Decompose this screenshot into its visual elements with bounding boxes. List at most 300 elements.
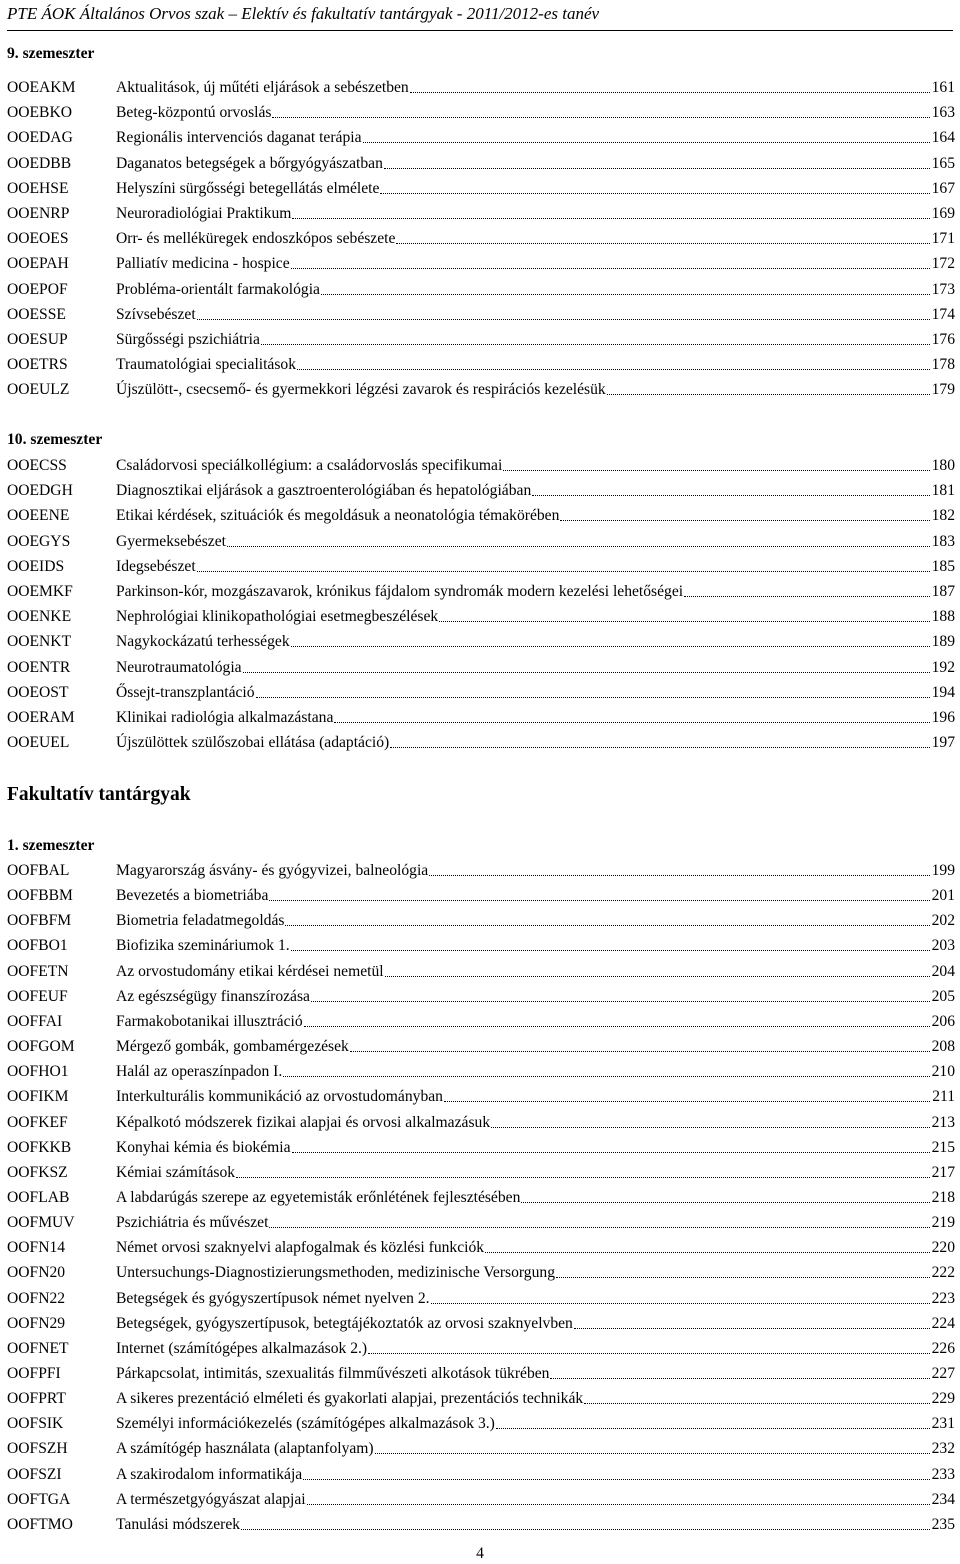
dot-leader [296,352,932,377]
toc-entry[interactable] [7,1386,955,1411]
course-title: Személyi információkezelés (számítógépes alkalmazások 3.) [116,1415,495,1433]
entry-line [116,1386,955,1411]
course-title: Probléma-orientált farmakológia [116,280,320,298]
course-title: Helyszíni sürgősségi betegellátás elmélete [116,179,380,197]
course-title: Szívsebészet [116,305,196,323]
course-title: Betegségek és gyógyszertípusok német nyelven 2. [116,1289,430,1307]
dot-leader [490,1110,931,1135]
toc-entry[interactable] [7,858,955,883]
dot-leader [333,705,931,730]
entry-line [116,629,955,654]
course-title: Magyarország ásvány- és gyógyvizei, balneológia [116,862,429,879]
toc-entry[interactable] [7,1286,955,1311]
course-code: OOFTMO [7,1515,73,1533]
entry-line [116,503,955,528]
dot-leader [226,529,932,554]
dot-leader [395,226,931,251]
course-title: A labdarúgás szerepe az egyetemisták erőnlétének fejlesztésében [116,1188,521,1206]
page-ref: 226 [931,1339,955,1357]
entry-line [116,1210,955,1235]
toc-entry[interactable] [7,302,955,327]
page-ref: 235 [931,1515,955,1533]
course-title: Biometria feladatmegoldás [116,912,285,930]
course-title: Párkapcsolat, intimitás, szexualitás filmművészeti alkotások tükrében [116,1365,550,1382]
page-ref: 183 [931,532,955,550]
toc-entry[interactable] [7,730,955,755]
page-ref: 219 [931,1214,955,1232]
dot-leader [549,1361,931,1386]
page-ref: 178 [931,356,955,374]
toc-entry[interactable] [7,1311,955,1336]
toc-entry[interactable] [7,984,955,1009]
page-ref: 211 [932,1088,955,1106]
entry-line [116,1185,955,1210]
course-code: OOFSIK [7,1415,64,1433]
course-code: OOERAM [7,709,75,726]
course-code: OOFETN [7,962,69,980]
page-ref: 185 [931,557,955,575]
dot-leader [383,151,932,176]
course-title: Neurotraumatológia [116,658,242,676]
page-ref: 197 [931,734,955,752]
entry-line [116,908,955,933]
dot-leader [235,1160,932,1185]
course-title: Orr- és melléküregek endoszkópos sebészete [116,230,396,248]
entry-line [116,377,955,402]
toc-entry[interactable] [7,1260,955,1285]
entry-line [116,1260,955,1285]
toc-entry[interactable] [7,705,955,730]
course-title: Internet (számítógépes alkalmazások 2.) [116,1339,368,1357]
entry-line [116,1084,955,1109]
page-ref: 206 [931,1012,955,1030]
page-ref: 231 [931,1415,955,1433]
course-code: OOFPFI [7,1365,61,1382]
page-ref: 172 [931,255,955,273]
page-ref: 227 [931,1365,955,1382]
page-ref: 204 [931,962,955,980]
toc-entry[interactable] [7,1336,955,1361]
dot-leader [520,1185,931,1210]
course-code: OOEDBB [7,154,72,172]
course-title: Családorvosi speciálkollégium: a családorvoslás specifikumai [116,457,503,474]
course-title: Az egészségügy finanszírozása [116,987,310,1005]
course-code: OOFTGA [7,1490,71,1508]
course-title: Neuroradiológiai Praktikum [116,205,292,222]
page-ref: 171 [931,230,955,248]
course-title: Parkinson-kór, mozgászavarok, krónikus fájdalom syndromák modern kezelési lehetőségei [116,583,684,600]
toc-entry[interactable] [7,1084,955,1109]
course-title: Idegsebészet [116,557,196,575]
course-code: OOFIKM [7,1088,69,1106]
entry-line [116,478,955,503]
course-code: OOFMUV [7,1214,75,1232]
entry-line [116,327,955,352]
course-title: Német orvosi szaknyelvi alapfogalmak és közlési funkciók [116,1239,485,1257]
course-code: OOEMKF [7,583,73,600]
dot-leader [573,1311,932,1336]
course-code: OOEOES [7,230,69,248]
entry-line [116,933,955,958]
page-ref: 213 [931,1113,955,1131]
course-title: Képalkotó módszerek fizikai alapjai és orvosi alkalmazásuk [116,1113,491,1131]
dot-leader [559,503,931,528]
toc-entry[interactable] [7,151,955,176]
dot-leader [303,1009,932,1034]
course-title: Interkulturális kommunikáció az orvostudományban [116,1088,443,1106]
course-code: OOENTR [7,658,71,676]
course-code: OOFBO1 [7,937,68,955]
course-code: OOEPOF [7,280,68,298]
page-ref: 218 [931,1188,955,1206]
page-ref: 187 [931,583,955,600]
page-ref: 224 [931,1314,955,1332]
page-ref: 199 [931,862,955,879]
course-title: Palliatív medicina - hospice [116,255,290,273]
course-title: Tanulási módszerek [116,1515,241,1533]
entry-line [116,1059,955,1084]
entry-line [116,75,955,100]
dot-leader [271,100,931,125]
toc-entry[interactable] [7,680,955,705]
toc-entry[interactable] [7,933,955,958]
toc-entry[interactable] [7,176,955,201]
entry-line [116,655,955,680]
dot-leader [302,1462,931,1487]
toc-entry[interactable] [7,251,955,276]
dot-leader [268,1210,931,1235]
entry-line [116,680,955,705]
course-code: OOEGYS [7,532,71,550]
entry-line [116,1462,955,1487]
course-title: Betegségek, gyógyszertípusok, betegtájékoztatók az orvosi szaknyelvben [116,1314,573,1332]
page-ref: 169 [931,205,955,222]
dot-leader [349,1034,932,1059]
dot-leader [282,1059,931,1084]
course-code: OOESUP [7,331,68,348]
page-ref: 201 [931,887,955,905]
course-code: OOEAKM [7,79,76,96]
page-ref: 203 [931,937,955,955]
entry-line [116,1436,955,1461]
course-code: OOFBFM [7,912,72,930]
entry-line [116,226,955,251]
course-title: Konyhai kémia és biokémia [116,1138,291,1156]
dot-leader [291,201,931,226]
page-ref: 179 [931,381,955,399]
page-ref: 229 [931,1390,955,1408]
dot-leader [683,579,932,604]
course-code: OOFN22 [7,1289,66,1307]
dot-leader [443,1084,932,1109]
course-code: OOFN20 [7,1264,66,1282]
dot-leader [583,1386,931,1411]
course-code: OOEOST [7,683,69,701]
toc-entry[interactable] [7,529,955,554]
dot-leader [260,327,932,352]
page-number: 4 [476,1545,484,1562]
entry-line [116,1286,955,1311]
page-ref: 220 [931,1239,955,1257]
page-ref: 196 [931,709,955,726]
toc-entry[interactable] [7,1512,955,1537]
course-title: Sürgősségi pszichiátria [116,331,260,348]
semester-heading: 9. szemeszter [7,45,95,62]
course-code: OOEIDS [7,557,65,575]
toc-entry[interactable] [7,125,955,150]
course-code: OOFSZI [7,1465,62,1483]
toc-entry[interactable] [7,1135,955,1160]
toc-entry[interactable] [7,1487,955,1512]
course-code: OOFPRT [7,1390,66,1408]
dot-leader [606,377,932,402]
entry-line [116,302,955,327]
entry-line [116,1361,955,1386]
course-code: OOENKT [7,633,72,651]
dot-leader [374,1436,932,1461]
toc-entry[interactable] [7,100,955,125]
course-title: Aktualitások, új műtéti eljárások a sebészetben [116,79,409,96]
dot-leader [367,1336,931,1361]
course-code: OOEDAG [7,129,73,147]
page-ref: 165 [931,154,955,172]
dot-leader [290,933,932,958]
entry-line [116,554,955,579]
entry-line [116,125,955,150]
page-ref: 192 [931,658,955,676]
entry-line [116,604,955,629]
toc-entry[interactable] [7,883,955,908]
toc-entry[interactable] [7,1411,955,1436]
course-code: OOFBBM [7,887,73,905]
entry-line [116,1235,955,1260]
dot-leader [284,908,931,933]
course-title: Regionális intervenciós daganat terápia [116,129,362,147]
course-title: Az orvostudomány etikai kérdései nemetül [116,962,384,980]
toc-entry[interactable] [7,1185,955,1210]
entry-line [116,858,955,883]
course-title: Nephrológiai klinikopathológiai esetmegbeszélések [116,608,439,626]
entry-line [116,251,955,276]
course-code: OOESSE [7,305,66,323]
entry-line [116,705,955,730]
course-code: OOFGOM [7,1038,75,1056]
course-title: Mérgező gombák, gombamérgezések [116,1038,349,1056]
entry-line [116,151,955,176]
dot-leader [389,730,931,755]
course-code: OOFN14 [7,1239,66,1257]
course-code: OOFEUF [7,987,68,1005]
course-title: Őssejt-transzplantáció [116,683,255,701]
toc-entry[interactable] [7,655,955,680]
course-code: OOEENE [7,507,70,525]
dot-leader [268,883,931,908]
dot-leader [310,984,932,1009]
dot-leader [362,125,932,150]
dot-leader [320,277,932,302]
dot-leader [430,1286,932,1311]
course-title: Diagnosztikai eljárások a gasztroenterológiában és hepatológiában [116,482,532,500]
toc-entry[interactable] [7,226,955,251]
dot-leader [384,959,932,984]
course-title: Pszichiátria és művészet [116,1214,269,1232]
course-code: OOEULZ [7,381,70,399]
page-ref: 163 [931,104,955,122]
entry-line [116,730,955,755]
course-code: OOFKEF [7,1113,68,1131]
course-title: A szakirodalom informatikája [116,1465,303,1483]
course-title: A számítógép használata (alaptanfolyam) [116,1440,374,1458]
page-ref: 174 [931,305,955,323]
dot-leader [240,1512,932,1537]
dot-leader [409,75,932,100]
course-code: OOEBKO [7,104,72,122]
page-ref: 210 [931,1063,955,1081]
course-title: Kémiai számítások [116,1163,236,1181]
entry-line [116,1512,955,1537]
page-ref: 194 [931,683,955,701]
page-ref: 182 [931,507,955,525]
dot-leader [428,858,931,883]
course-title: Halál az operaszínpadon I. [116,1063,283,1081]
toc-entry[interactable] [7,201,955,226]
page-ref: 217 [931,1163,955,1181]
dot-leader [484,1235,932,1260]
course-title: Nagykockázatú terhességek [116,633,290,651]
toc-entry[interactable] [7,1210,955,1235]
page-ref: 167 [931,179,955,197]
toc-entry[interactable] [7,1235,955,1260]
toc-entry[interactable] [7,1361,955,1386]
dot-leader [255,680,932,705]
toc-entry[interactable] [7,1110,955,1135]
toc-entry[interactable] [7,1436,955,1461]
page-ref: 223 [931,1289,955,1307]
dot-leader [495,1411,932,1436]
course-code: OOEDGH [7,482,73,500]
page-ref: 164 [931,129,955,147]
course-title: A sikeres prezentáció elméleti és gyakorlati alapjai, prezentációs technikák [116,1390,584,1408]
course-code: OOETRS [7,356,68,374]
page-ref: 202 [931,912,955,930]
entry-line [116,1336,955,1361]
entry-line [116,1487,955,1512]
semester-heading: 10. szemeszter [7,431,103,448]
page-ref: 222 [931,1264,955,1282]
course-code: OOFKSZ [7,1163,68,1181]
dot-leader [196,302,932,327]
toc-entry[interactable] [7,453,955,478]
course-code: OOFSZH [7,1440,68,1458]
semester-heading: 1. szemeszter [7,837,95,854]
toc-entry[interactable] [7,377,955,402]
dot-leader [306,1487,932,1512]
toc-entry[interactable] [7,604,955,629]
toc-entry[interactable] [7,1009,955,1034]
toc-entry[interactable] [7,277,955,302]
course-title: Újszülöttek szülőszobai ellátása (adaptáció) [116,734,390,752]
toc-entry[interactable] [7,554,955,579]
course-title: Újszülött-, csecsemő- és gyermekkori légzési zavarok és respirációs kezelésük [116,381,606,399]
dot-leader [531,478,931,503]
section-title: Fakultatív tantárgyak [7,784,191,805]
course-code: OOFN29 [7,1314,66,1332]
dot-leader [196,554,932,579]
toc-entry[interactable] [7,959,955,984]
toc-entry[interactable] [7,352,955,377]
page-header: PTE ÁOK Általános Orvos szak – Elektív és fakultatív tantárgyak - 2011/2012-es tanév [7,1,953,31]
toc-entry[interactable] [7,1059,955,1084]
toc-entry[interactable] [7,1034,955,1059]
course-title: A természetgyógyászat alapjai [116,1490,306,1508]
entry-line [116,579,955,604]
course-code: OOFFAI [7,1012,63,1030]
toc-entry[interactable] [7,1462,955,1487]
entry-line [116,176,955,201]
dot-leader [290,251,932,276]
page-ref: 181 [931,482,955,500]
toc-entry[interactable] [7,908,955,933]
page-ref: 161 [931,79,955,96]
entry-line [116,529,955,554]
course-code: OOFLAB [7,1188,70,1206]
course-title: Farmakobotanikai illusztráció [116,1012,303,1030]
course-title: Bevezetés a biometriába [116,887,269,905]
entry-line [116,1160,955,1185]
course-title: Daganatos betegségek a bőrgyógyászatban [116,154,383,172]
course-title: Beteg-központú orvoslás [116,104,272,122]
entry-line [116,100,955,125]
course-code: OOFKKB [7,1138,72,1156]
page-ref: 189 [931,633,955,651]
dot-leader [242,655,932,680]
course-code: OOFBAL [7,862,70,879]
toc-entry[interactable] [7,1160,955,1185]
page-ref: 208 [931,1038,955,1056]
toc-entry[interactable] [7,75,955,100]
dot-leader [379,176,931,201]
dot-leader [291,1135,932,1160]
course-title: Gyermeksebészet [116,532,226,550]
toc-entry[interactable] [7,503,955,528]
page-ref: 234 [931,1490,955,1508]
toc-entry[interactable] [7,327,955,352]
toc-entry[interactable] [7,478,955,503]
page-ref: 180 [931,457,955,474]
entry-line [116,277,955,302]
page-ref: 188 [931,608,955,626]
course-code: OOFHO1 [7,1063,69,1081]
course-title: Klinikai radiológia alkalmazástana [116,709,334,726]
toc-entry[interactable] [7,629,955,654]
entry-line [116,453,955,478]
entry-line [116,984,955,1009]
entry-line [116,1135,955,1160]
entry-line [116,1411,955,1436]
entry-line [116,959,955,984]
entry-line [116,1034,955,1059]
course-code: OOEPAH [7,255,69,273]
dot-leader [555,1260,932,1285]
entry-line [116,1009,955,1034]
page-ref: 233 [931,1465,955,1483]
page-ref: 205 [931,987,955,1005]
page-ref: 176 [931,331,955,348]
entry-line [116,201,955,226]
course-code: OOEUEL [7,734,70,752]
toc-entry[interactable] [7,579,955,604]
course-code: OOEHSE [7,179,69,197]
